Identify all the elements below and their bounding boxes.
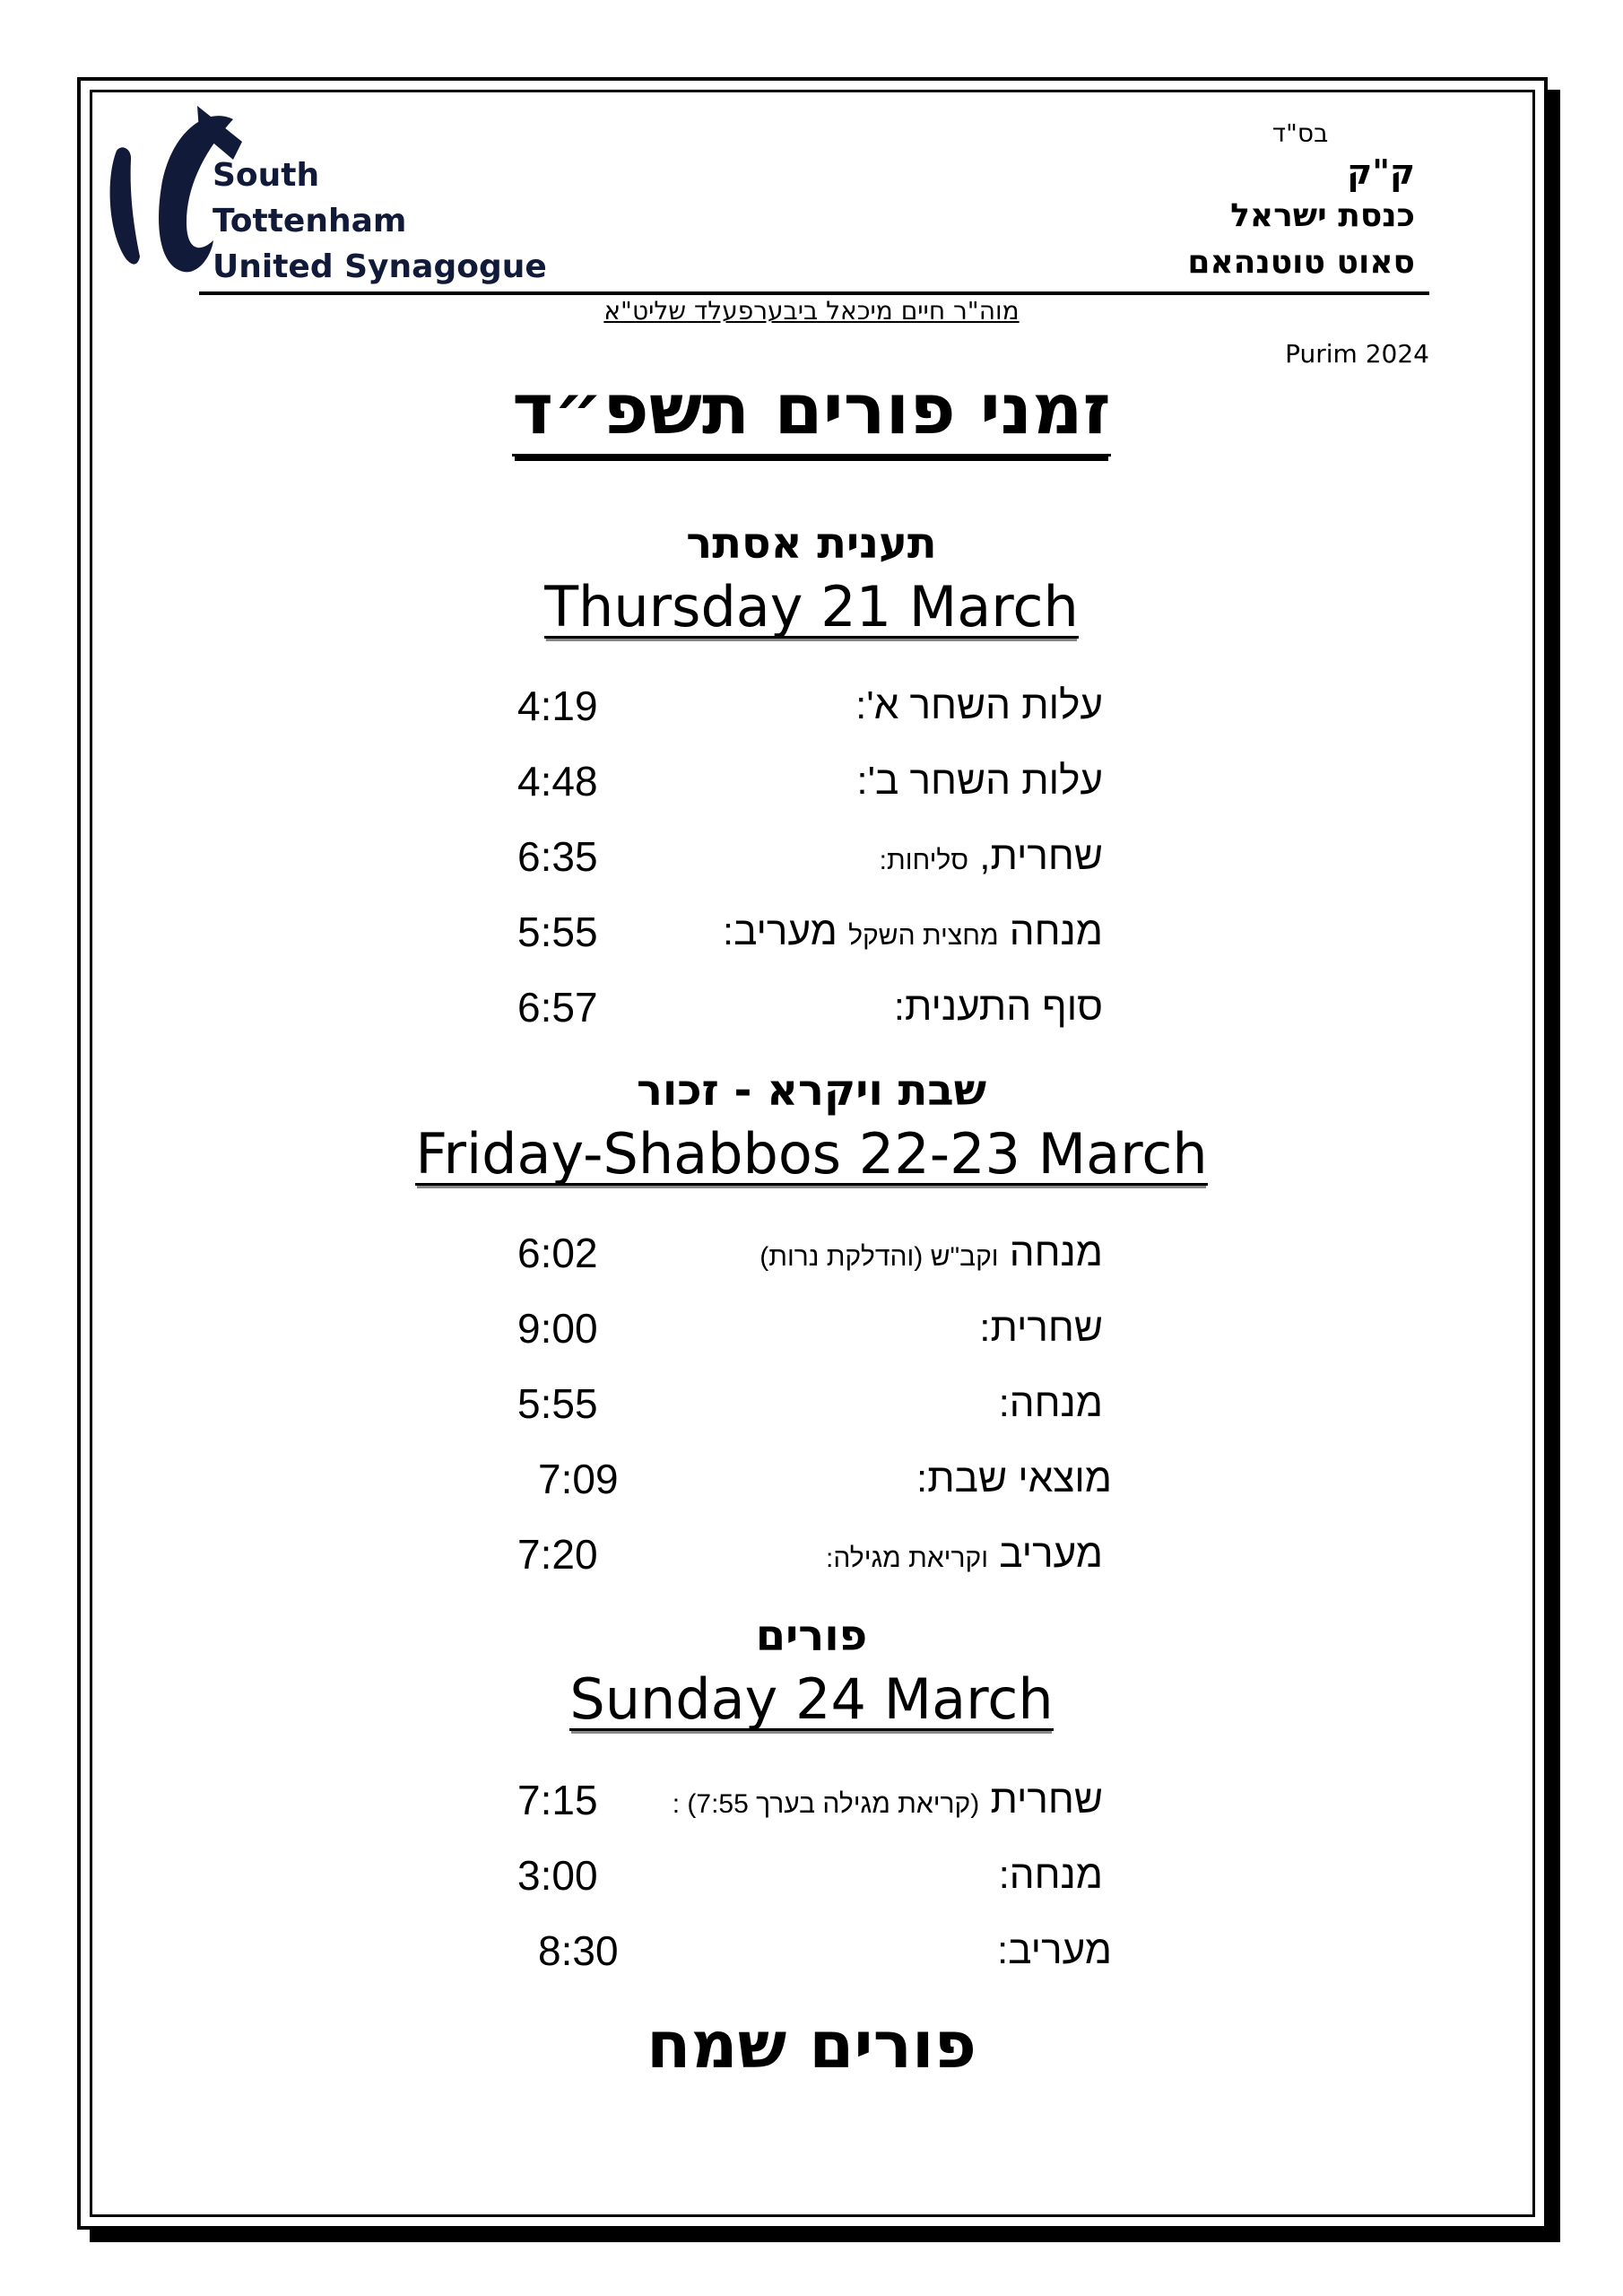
section-2-heading-heb: שבת ויקרא - זכור bbox=[636, 1065, 987, 1116]
rabbi-name bbox=[0, 296, 1623, 326]
row-label-note: וקריאת מגילה: bbox=[826, 1544, 988, 1573]
section-3-date: Sunday 24 March bbox=[569, 1666, 1054, 1732]
row-label-main: מנחה bbox=[1009, 909, 1103, 953]
row-label: עלות השחר א': bbox=[855, 683, 1103, 727]
row-label-note: וקב"ש (והדלקת נרות) bbox=[759, 1242, 999, 1272]
logo-line-1: South bbox=[213, 157, 320, 194]
row-time: 6:02 bbox=[517, 1230, 598, 1276]
section-3-heading-heb: פורים bbox=[755, 1611, 868, 1661]
row-time: 6:35 bbox=[517, 833, 598, 880]
section-1-date: Thursday 21 March bbox=[544, 574, 1079, 639]
row-time: 4:19 bbox=[517, 683, 598, 729]
section-2-heading-eng bbox=[0, 1121, 1623, 1187]
row-label bbox=[723, 909, 1103, 954]
row-label: מנחה: bbox=[998, 1853, 1103, 1897]
row-label-note: סליחות: bbox=[879, 846, 968, 875]
section-2-date: Friday-Shabbos 22-23 March bbox=[415, 1121, 1208, 1187]
year-label: Purim 2024 bbox=[1285, 339, 1429, 369]
section-3-heading-eng bbox=[0, 1666, 1623, 1732]
row-label: מנחה: bbox=[998, 1381, 1103, 1425]
row-label-main-2: מעריב: bbox=[722, 909, 838, 953]
section-1-heading-heb: תענית אסתר bbox=[686, 518, 937, 569]
section-1-heading-eng bbox=[0, 574, 1623, 639]
row-label-main: שחרית bbox=[990, 1778, 1103, 1822]
row-label-main: מנחה bbox=[1009, 1231, 1103, 1274]
heb-header-line-3: סאוט טוטנהאם bbox=[1187, 244, 1415, 281]
row-label: סוף התענית: bbox=[893, 985, 1103, 1029]
row-time: 6:57 bbox=[517, 984, 598, 1031]
row-time: 4:48 bbox=[517, 758, 598, 804]
row-time: 7:20 bbox=[517, 1531, 598, 1578]
row-label bbox=[826, 1532, 1103, 1577]
heb-header-line-1: ק"ק bbox=[1347, 152, 1415, 192]
row-time: 5:55 bbox=[517, 1380, 598, 1427]
row-time: 5:55 bbox=[517, 909, 598, 955]
rabbi-name-text: מוה"ר חיים מיכאל ביבערפעלד שליט"א bbox=[603, 296, 1020, 326]
footer-greeting: פורים שמח bbox=[647, 2007, 976, 2083]
row-label bbox=[673, 1778, 1103, 1822]
row-label bbox=[880, 834, 1103, 879]
header-divider bbox=[199, 291, 1429, 295]
row-label-note: (קריאת מגילה בערך 7:55) : bbox=[672, 1789, 980, 1819]
row-time: 7:15 bbox=[517, 1777, 598, 1823]
row-time: 8:30 bbox=[538, 1927, 619, 1974]
row-label bbox=[759, 1231, 1103, 1275]
heb-header-line-2: כנסת ישראל bbox=[1230, 197, 1415, 234]
logo-line-2: Tottenham bbox=[213, 203, 407, 239]
row-label-note: מחצית השקל bbox=[848, 921, 999, 951]
row-label-main: שחרית, bbox=[979, 834, 1103, 878]
row-label: מעריב: bbox=[996, 1928, 1112, 1972]
page-title bbox=[0, 370, 1623, 457]
row-label: עלות השחר ב': bbox=[856, 759, 1103, 803]
row-label: שחרית: bbox=[979, 1306, 1103, 1350]
page-title-text: זמני פורים תשפ״ד bbox=[512, 370, 1111, 457]
row-label: מוצאי שבת: bbox=[916, 1457, 1112, 1500]
row-time: 7:09 bbox=[538, 1456, 619, 1502]
logo-text bbox=[213, 152, 547, 290]
row-time: 9:00 bbox=[517, 1305, 598, 1352]
bsd-mark: בס"ד bbox=[1271, 118, 1329, 148]
row-time: 3:00 bbox=[517, 1852, 598, 1899]
logo-line-3: United Synagogue bbox=[213, 248, 547, 285]
row-label-main: מעריב bbox=[999, 1532, 1103, 1576]
